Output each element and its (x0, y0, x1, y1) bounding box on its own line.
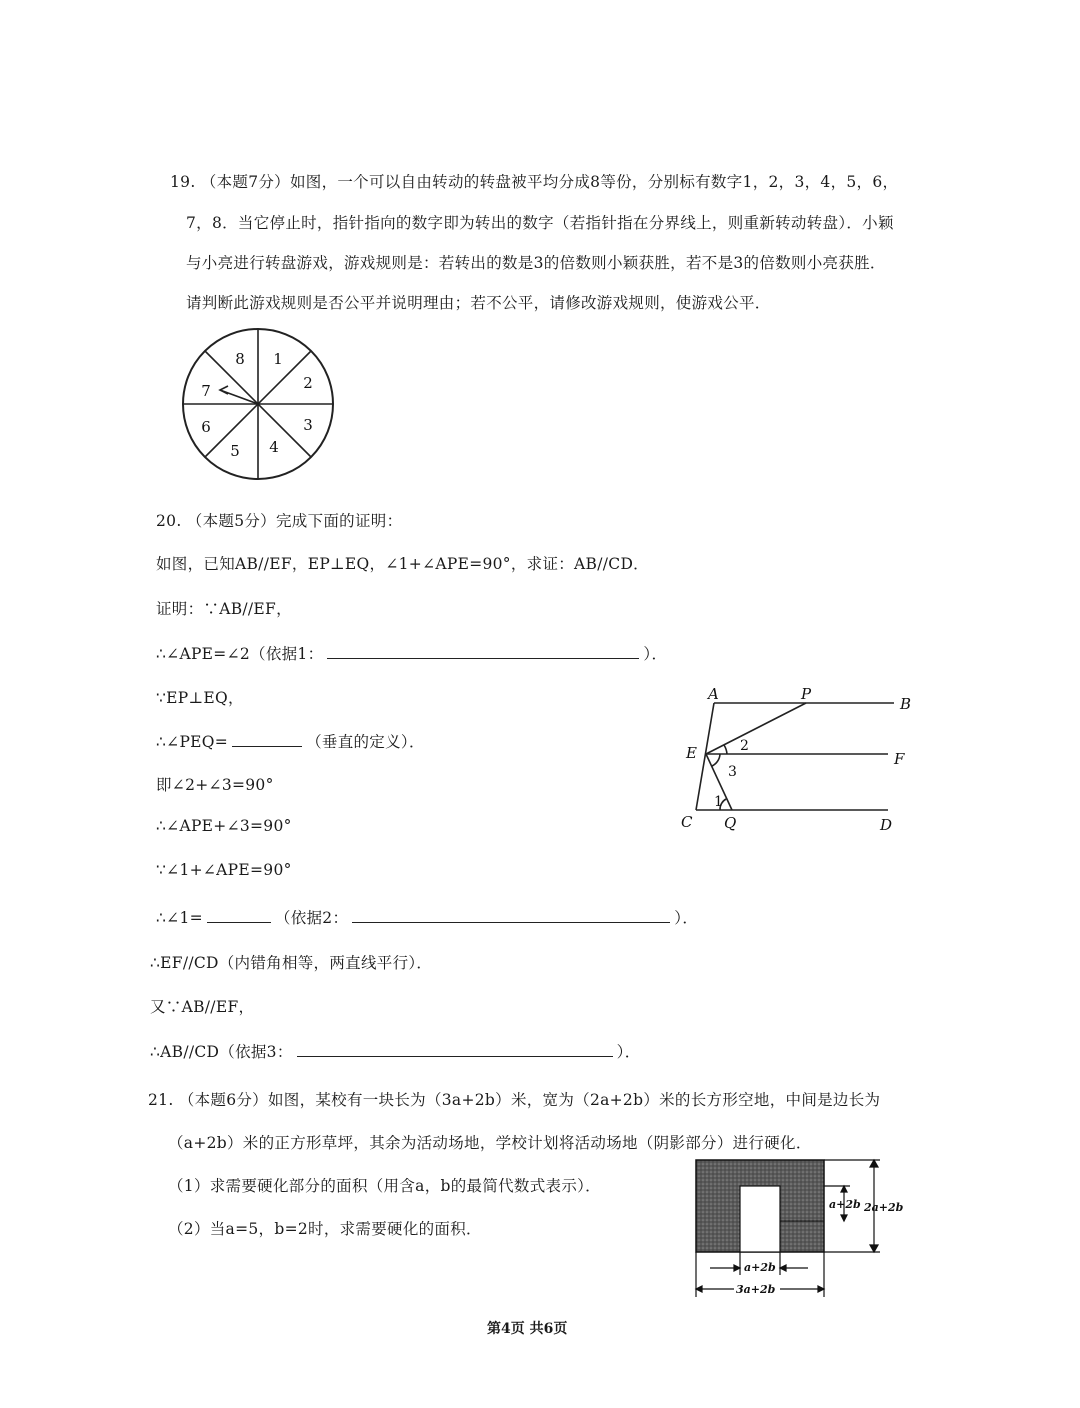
proof-step-9: ∴EF//CD（内错角相等，两直线平行）． (150, 954, 433, 972)
q19-number: 19. (170, 173, 196, 191)
spinner-pointer (220, 386, 258, 404)
answer-blank-basis-2[interactable] (352, 908, 670, 923)
q21-points: （本题6分） (178, 1091, 268, 1109)
proof-step-8: ∴∠1= （依据2： ）． (156, 909, 699, 927)
spinner-number-2: 2 (303, 374, 313, 392)
answer-blank-angle-1[interactable] (207, 908, 271, 923)
q21-line2: （a+2b）米的正方形草坪，其余为活动场地，学校计划将活动场地（阴影部分）进行硬化． (168, 1134, 812, 1152)
label-a: A (708, 685, 719, 703)
line-ep (706, 703, 806, 754)
spinner-number-1: 1 (273, 350, 283, 368)
proof-step-5: 即∠2+∠3=90° (156, 776, 274, 794)
label-e: E (686, 744, 697, 762)
spinner-figure (176, 326, 340, 490)
spinner-number-3: 3 (303, 416, 313, 434)
q20-given: 如图，已知AB//EF，EP⊥EQ，∠1+∠APE=90°，求证：AB//CD． (156, 555, 649, 573)
proof-step-3: ∵EP⊥EQ， (156, 689, 244, 707)
grass-square (740, 1186, 780, 1252)
label-c: C (681, 813, 693, 831)
label-p: P (801, 685, 812, 703)
answer-blank-basis-1[interactable] (327, 644, 639, 659)
label-b: B (900, 695, 912, 713)
label-width: 3a+2b (736, 1283, 776, 1296)
q21-sub2: （2）当a=5，b=2时，求需要硬化的面积． (168, 1220, 482, 1238)
label-q: Q (724, 814, 737, 832)
spinner-number-5: 5 (230, 442, 240, 460)
q19-line1 (170, 170, 898, 192)
angle-2-arc (724, 745, 727, 754)
label-angle-1: 1 (714, 794, 723, 810)
q21-line1 (148, 1088, 880, 1110)
proof-step-10: 又∵AB//EF， (150, 998, 255, 1016)
proof-step-2: ∴∠APE=∠2（依据1： ）． (156, 645, 668, 663)
label-inner-width: a+2b (744, 1261, 776, 1274)
proof-step-11: ∴AB//CD（依据3： ）． (150, 1043, 641, 1061)
q21-text-1: 如图，某校有一块长为（3a+2b）米，宽为（2a+2b）米的长方形空地，中间是边长为 (267, 1091, 881, 1109)
spinner-number-6: 6 (201, 418, 211, 436)
q21-sub1: （1）求需要硬化部分的面积（用含a，b的最简代数式表示）． (168, 1177, 601, 1195)
q20-points: （本题5分） (186, 512, 276, 530)
rectangle-area-figure (690, 1155, 910, 1305)
line-ac (696, 703, 714, 810)
label-f: F (894, 750, 905, 768)
q19-line3: 与小亮进行转盘游戏，游戏规则是：若转出的数是3的倍数则小颖获胜，若不是3的倍数则小亮获胜． (186, 254, 886, 272)
spinner-number-7: 7 (201, 382, 211, 400)
q19-points: （本题7分） (200, 173, 290, 191)
q19-text-1: 如图，一个可以自由转动的转盘被平均分成8等份，分别标有数字1，2，3，4，5，6， (289, 173, 899, 191)
proof-step-6: ∴∠APE+∠3=90° (156, 817, 292, 835)
parallel-lines-figure (676, 680, 916, 840)
label-angle-2: 2 (740, 738, 749, 754)
q19-line4: 请判断此游戏规则是否公平并说明理由；若不公平，请修改游戏规则，使游戏公平． (186, 294, 771, 312)
label-d: D (880, 816, 893, 834)
answer-blank-angle-peq[interactable] (232, 732, 302, 747)
label-inner-side: a+2b (829, 1198, 861, 1211)
q20-heading (156, 509, 402, 531)
q21-number: 21. (148, 1091, 174, 1109)
q20-intro: 完成下面的证明： (275, 512, 403, 530)
q20-number: 20. (156, 512, 182, 530)
angle-3-arc (712, 754, 720, 766)
spinner-number-4: 4 (269, 438, 279, 456)
q19-line2: 7，8．当它停止时，指针指向的数字即为转出的数字（若指针指在分界线上，则重新转动转盘）．小颖 (186, 214, 894, 232)
label-height: 2a+2b (864, 1201, 904, 1214)
proof-step-4: ∴∠PEQ= （垂直的定义）． (156, 733, 425, 751)
answer-blank-basis-3[interactable] (297, 1042, 613, 1057)
proof-step-7: ∵∠1+∠APE=90° (156, 861, 292, 879)
page-footer: 第4页 共6页 (487, 1321, 568, 1337)
spinner-number-8: 8 (235, 350, 245, 368)
proof-step-1: 证明：∵AB//EF， (156, 600, 292, 618)
label-angle-3: 3 (728, 764, 737, 780)
